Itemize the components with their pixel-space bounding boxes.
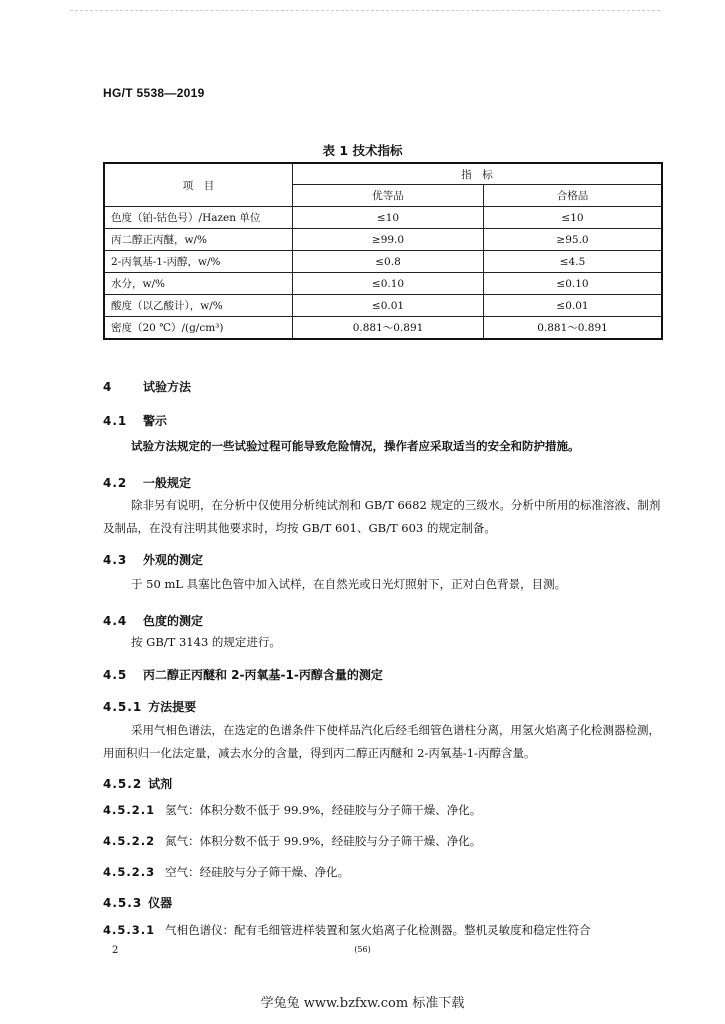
section-4-5-2-2: 4.5.2.2 氮气：体积分数不低于 99.9%，经硅胶与分子筛干燥、净化。: [103, 834, 482, 848]
header-grade-1: 优等品: [293, 185, 484, 207]
row-item: 酸度（以乙酸计），w/%: [104, 295, 293, 317]
section-4-5-2-1: 4.5.2.1 氢气：体积分数不低于 99.9%，经硅胶与分子筛干燥、净化。: [103, 803, 482, 817]
section-4-5-1-heading: 4.5.1 方法提要: [103, 700, 197, 714]
row-item: 密度（20 ℃）/(g/cm³): [104, 317, 293, 340]
header-grade-2: 合格品: [484, 185, 663, 207]
row-item: 2-丙氧基-1-丙醇，w/%: [104, 251, 293, 273]
table-caption: 表 1 技术指标: [322, 143, 403, 158]
watermark-footer: 学兔兔 www.bzfxw.com 标准下载: [260, 996, 465, 1011]
table-row: [104, 251, 662, 273]
section-4-2-text: 除非另有说明，在分析中仅使用分析纯试剂和 GB/T 6682 规定的三级水。分析中所用的标准溶液、制剂及制品，在没有注明其他要求时，均按 GB/T 601、GB/T 603 的规定制备。: [103, 498, 661, 535]
row-grade-1: ≤10: [293, 207, 484, 229]
section-4-2-heading: 4.2 一般规定: [103, 476, 192, 490]
section-4-5-1-text: 采用气相色谱法，在选定的色谱条件下使样品汽化后经毛细管色谱柱分离，用氢火焰离子化检测器检测，用面积归一化法定量，减去水分的含量，得到丙二醇正丙醚和 2-丙氧基-1-丙醇含量。: [103, 723, 660, 760]
section-4-3-text: 于 50 mL 具塞比色管中加入试样，在自然光或日光灯照射下，正对白色背景，目测。: [131, 577, 567, 591]
row-grade-1: ≥99.0: [293, 229, 484, 251]
row-grade-1: 0.881～0.891: [293, 317, 484, 340]
section-4-1-heading: 4.1 警示: [103, 414, 168, 428]
section-4-4-text: 按 GB/T 3143 的规定进行。: [131, 635, 281, 649]
page-number: 2: [112, 945, 119, 956]
row-grade-2: ≥95.0: [484, 229, 663, 251]
header-item: 项 目: [104, 163, 293, 207]
row-grade-2: ≤10: [484, 207, 663, 229]
section-4-5-2-3: 4.5.2.3 空气：经硅胶与分子筛干燥、净化。: [103, 865, 350, 879]
row-grade-2: ≤0.01: [484, 295, 663, 317]
row-item: 色度（铂-钴色号）/Hazen 单位: [104, 207, 293, 229]
row-item: 丙二醇正丙醚，w/%: [104, 229, 293, 251]
row-grade-2: ≤4.5: [484, 251, 663, 273]
row-grade-2: 0.881～0.891: [484, 317, 663, 340]
section-4-heading: 4 试验方法: [103, 380, 192, 394]
header-index: 指 标: [293, 163, 663, 185]
row-grade-1: ≤0.10: [293, 273, 484, 295]
row-grade-1: ≤0.8: [293, 251, 484, 273]
standard-number: HG/T 5538—2019: [103, 86, 205, 100]
section-4-5-3-heading: 4.5.3 仪器: [103, 896, 173, 910]
section-4-5-2-heading: 4.5.2 试剂: [103, 777, 173, 791]
section-4-5-3-1: 4.5.3.1 气相色谱仪：配有毛细管进样装置和氢火焰离子化检测器。整机灵敏度和稳定性符合: [103, 923, 591, 937]
table-row: [104, 295, 662, 317]
top-dashed-line: [70, 10, 660, 11]
table-row: [104, 317, 662, 340]
table-row: [104, 207, 662, 229]
row-grade-1: ≤0.01: [293, 295, 484, 317]
spec-table: [103, 162, 663, 340]
section-4-5-heading: 4.5 丙二醇正丙醚和 2-丙氧基-1-丙醇含量的测定: [103, 668, 383, 682]
section-4-4-heading: 4.4 色度的测定: [103, 614, 204, 628]
table-row: [104, 229, 662, 251]
section-4-1-text: 试验方法规定的一些试验过程可能导致危险情况，操作者应采取适当的安全和防护措施。: [131, 439, 580, 453]
section-4-3-heading: 4.3 外观的测定: [103, 553, 204, 567]
table-row: [104, 273, 662, 295]
row-item: 水分，w/%: [104, 273, 293, 295]
table-header-row: [104, 163, 662, 185]
print-page-number: (56): [354, 945, 371, 954]
row-grade-2: ≤0.10: [484, 273, 663, 295]
